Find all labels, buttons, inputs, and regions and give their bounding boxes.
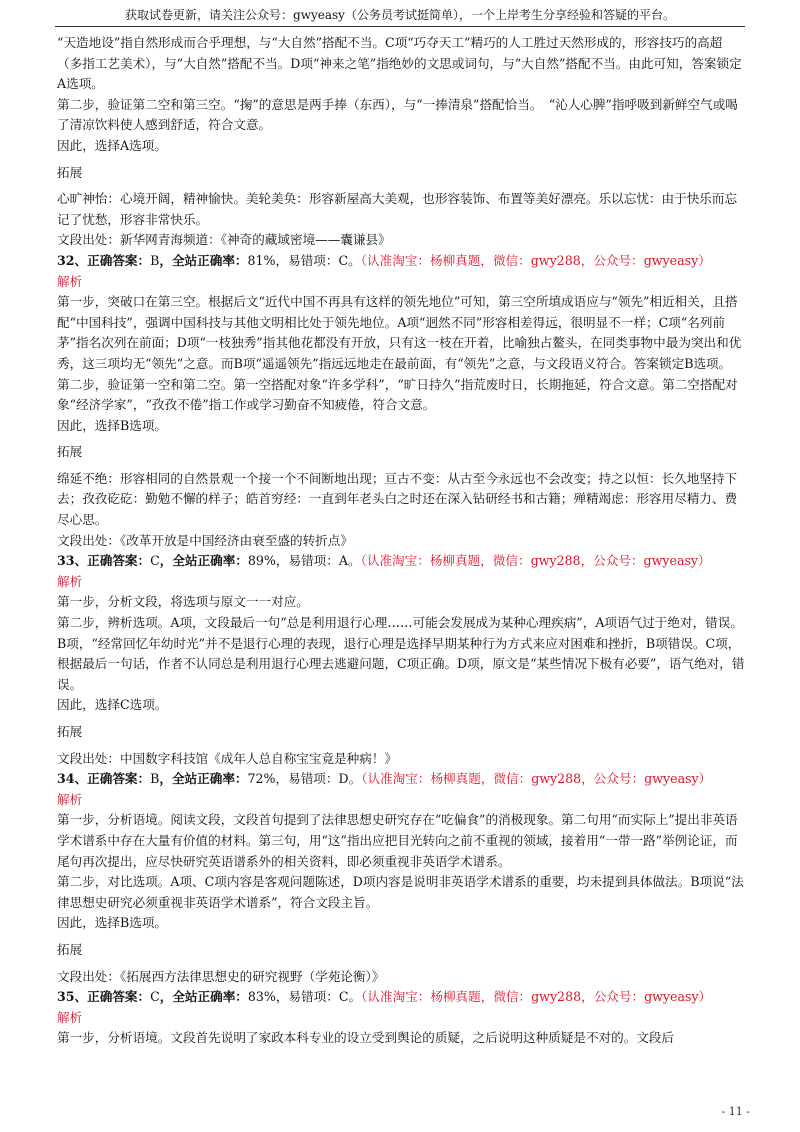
- analysis-paragraph: 第二步，辨析选项。A项，文段最后一句“总是利用退行心理……可能会发展成为某种心理疾病”，A项语气过于绝对，错误。B项，“经常回忆年幼时光”并不是退行心理的表现，退行心理是选择早期某种行为方式来应对困难和挫折，B项错误。C项，根据最后一句话，作者不认同总是利用退行心理去逃避问题，C项正确。D项，原文是“某些情况下极有必要”，语气绝对，错误。: [57, 615, 745, 692]
- analysis-paragraph: 因此，选择B选项。: [57, 915, 168, 931]
- question-33: [57, 551, 747, 769]
- page-number: - 11 -: [721, 1105, 750, 1118]
- analysis-paragraph: 因此，选择C选项。: [57, 697, 168, 713]
- question-number: 35: [57, 989, 75, 1005]
- wrong-option: A: [338, 553, 348, 569]
- header-text: 获取试卷更新，请关注公众号：gwyeasy（公务员考试挺简单），一个上岸考生分享经验和答疑的平台。: [125, 8, 675, 22]
- extension-heading: 拓展: [57, 941, 83, 957]
- question-32: [57, 251, 747, 551]
- question-number: 34: [57, 771, 75, 787]
- extension-paragraph: 文段出处：《改革开放是中国经济由衰至盛的转折点》: [57, 532, 353, 548]
- wrong-option: C: [338, 989, 349, 1005]
- page-header: [0, 6, 800, 24]
- correct-answer: B: [150, 252, 160, 268]
- document-body: [57, 33, 747, 1049]
- answer-line: 32、正确答案：B，全站正确率：81%，易错项：C。（认准淘宝：杨柳真题，微信：gwy288，公众号：gwyeasy）: [57, 252, 711, 268]
- question-35: [57, 987, 747, 1049]
- extension-paragraph: 文段出处：新华网青海频道：《神奇的藏域密境——囊谦县》: [57, 232, 391, 248]
- promo-text: （认准淘宝：杨柳真题，微信：gwy288，公众号：gwyeasy）: [360, 553, 711, 569]
- analysis-paragraph: 第一步，分析文段，将选项与原文一一对应。: [57, 594, 309, 610]
- analysis-paragraph: 因此，选择A选项。: [57, 137, 167, 153]
- analysis-paragraph: 第二步，验证第一空和第二空。第一空搭配对象“许多学科”，“旷日持久”指荒废时日，长期拖延，符合文意。第二空搭配对象“经济学家”，“孜孜不倦”指工作或学习勤奋不知疲倦，符合文意。: [57, 376, 738, 413]
- extension-heading: 拓展: [57, 164, 83, 180]
- answer-line: 33、正确答案：C，全站正确率：89%，易错项：A。（认准淘宝：杨柳真题，微信：gwy288，公众号：gwyeasy）: [57, 553, 711, 569]
- wrong-option: C: [338, 252, 349, 268]
- analysis-paragraph: “天造地设”指自然形成而合乎理想，与“大自然”搭配不当。C项“巧夺天工”精巧的人工胜过天然形成的，形容技巧的高超（多指工艺美术），与“大自然”搭配不当。D项“神来之笔”指绝妙的文思或词句，与“大自然”搭配不当。由此可知，答案锁定A选项。: [57, 35, 742, 92]
- analysis-heading: 解析: [57, 791, 83, 807]
- extension-heading: 拓展: [57, 724, 83, 739]
- analysis-heading: 解析: [57, 573, 83, 589]
- promo-text: （认准淘宝：杨柳真题，微信：gwy288，公众号：gwyeasy）: [361, 989, 712, 1005]
- correct-answer: C: [150, 553, 160, 569]
- extension-paragraph: 绵延不绝：形容相同的自然景观一个接一个不间断地出现；亘古不变：从古至今永远也不会改变；持之以恒：长久地坚持下去；孜孜矻矻：勤勉不懈的样子；皓首穷经：一直到年老头白之时还在深入钻研经书和古籍；殚精竭虑：形容用尽精力、费尽心思。: [57, 470, 738, 528]
- analysis-paragraph: 第二步，验证第二空和第三空。“掬”的意思是两手捧（东西），与“一捧清泉”搭配恰当。 “沁人心脾”指呼吸到新鲜空气或喝了清凉饮料使人感到舒适，符合文意。: [57, 96, 738, 133]
- header-divider: [55, 26, 745, 27]
- analysis-paragraph: 因此，选择B选项。: [57, 417, 168, 433]
- promo-text: （认准淘宝：杨柳真题，微信：gwy288，公众号：gwyeasy）: [360, 252, 711, 268]
- analysis-heading: 解析: [57, 1009, 83, 1025]
- correct-rate: 72%: [247, 771, 276, 787]
- analysis-heading: 解析: [57, 273, 83, 289]
- extension-paragraph: 心旷神怡：心境开阔，精神愉快。美轮美奂：形容新屋高大美观，也形容装饰、布置等美好漂亮。乐以忘忧：由于快乐而忘记了忧愁，形容非常快乐。: [57, 191, 738, 227]
- correct-rate: 81%: [247, 252, 276, 268]
- extension-paragraph: 文段出处：中国数字科技馆《成年人总自称宝宝竟是种病！》: [57, 750, 398, 766]
- question-34: [57, 769, 747, 987]
- correct-answer: C: [150, 989, 160, 1005]
- answer-line: 35、正确答案：C，全站正确率：83%，易错项：C。（认准淘宝：杨柳真题，微信：gwy288，公众号：gwyeasy）: [57, 989, 712, 1005]
- question-number: 33: [57, 553, 75, 569]
- analysis-paragraph: 第一步，分析语境。文段首先说明了家政本科专业的设立受到舆论的质疑，之后说明这种质疑是不对的。文段后: [57, 1030, 675, 1046]
- correct-rate: 89%: [247, 553, 276, 569]
- correct-rate: 83%: [247, 989, 276, 1005]
- wrong-option: D: [338, 771, 349, 787]
- analysis-paragraph: 第一步，分析语境。阅读文段，文段首句提到了法律思想史研究存在“吃偏食”的消极现象。第二句用“而实际上”提出非英语学术谱系中存在大量有价值的材料。第三句，用“这”指出应把目光转向之前不重视的领域，接着用“一带一路”举例论证，而尾句再次提出，应尽快研究英语谱系外的相关资料，即必须重视非英语学术谱系。: [57, 812, 738, 869]
- question-number: 32: [57, 252, 75, 268]
- extension-paragraph: 文段出处：《拓展西方法律思想史的研究视野（学苑论衡）》: [57, 968, 385, 984]
- extension-heading: 拓展: [57, 444, 83, 460]
- analysis-paragraph: 第一步，突破口在第三空。根据后文“近代中国不再具有这样的领先地位”可知，第三空所填成语应与“领先”相近相关，且搭配“中国科技”，强调中国科技与其他文明相比处于领先地位。A项“迥然不同”形容相差得远，很明显不一样；C项“名列前茅”指名次列在前面；D项“一枝独秀”指其他花都没有开放，只有这一枝在开着，比喻独占鳌头，在同类事物中最为突出和优秀，这三项均无“领先”之意。而B项“遥遥领先”指远远地走在最前面，有“领先”之意，与文段语义符合。答案锁定B选项。: [57, 294, 742, 371]
- analysis-paragraph: 第二步，对比选项。A项、C项内容是客观问题陈述，D项内容是说明非英语学术谱系的重要，均未提到具体做法。B项说“法律思想史研究必须重视非英语学术谱系”，符合文段主旨。: [57, 874, 744, 910]
- question-31-continuation: [57, 33, 747, 251]
- promo-text: （认准淘宝：杨柳真题，微信：gwy288，公众号：gwyeasy）: [361, 771, 712, 787]
- answer-line: 34、正确答案：B，全站正确率：72%，易错项：D。（认准淘宝：杨柳真题，微信：gwy288，公众号：gwyeasy）: [57, 771, 712, 787]
- correct-answer: B: [150, 771, 160, 787]
